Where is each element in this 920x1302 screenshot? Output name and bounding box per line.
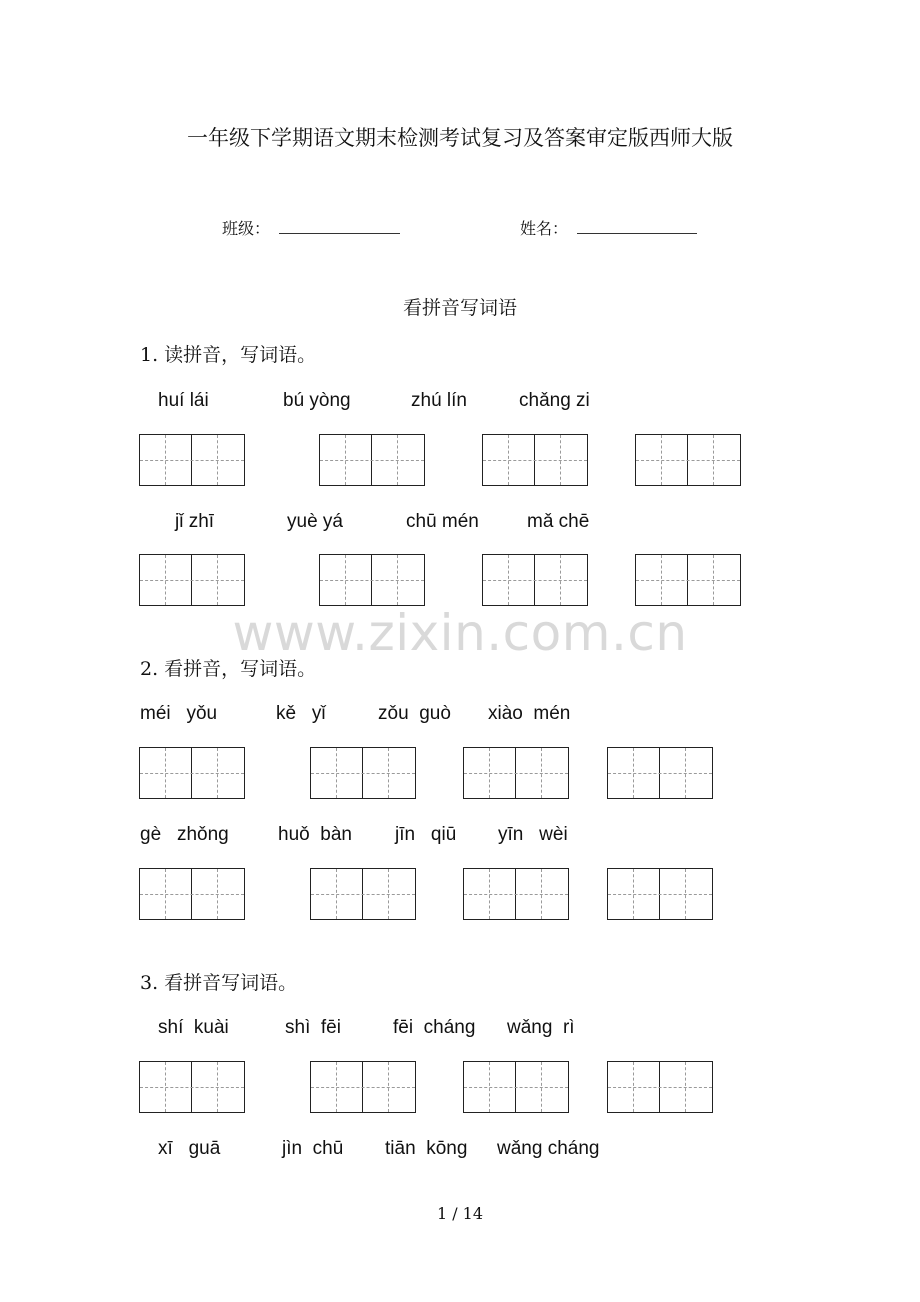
pinyin-word: shì fēi <box>285 1017 341 1038</box>
pinyin-word: huǒ bàn <box>278 824 352 845</box>
pinyin-word: wǎng cháng <box>497 1138 600 1159</box>
pinyin-word: gè zhǒng <box>140 824 229 845</box>
pinyin-word: wǎng rì <box>507 1017 575 1038</box>
writing-grid-box[interactable] <box>482 554 588 606</box>
writing-grid-box[interactable] <box>139 747 245 799</box>
pinyin-word: chū mén <box>406 511 479 532</box>
watermark: www.zixin.com.cn <box>232 604 688 662</box>
question-2-heading: 2. 看拼音，写词语。 <box>140 658 317 680</box>
pinyin-word: méi yǒu <box>140 703 218 724</box>
writing-grid-box[interactable] <box>139 1061 245 1113</box>
pinyin-word: xī guā <box>158 1138 221 1159</box>
pinyin-word: tiān kōng <box>385 1138 468 1159</box>
writing-grid-box[interactable] <box>607 747 713 799</box>
writing-grid-box[interactable] <box>139 868 245 920</box>
writing-grid-box[interactable] <box>635 434 741 486</box>
pinyin-word: shí kuài <box>158 1017 229 1038</box>
writing-grid-box[interactable] <box>607 1061 713 1113</box>
writing-grid-box[interactable] <box>310 747 416 799</box>
pinyin-word: huí lái <box>158 390 209 411</box>
writing-grid-box[interactable] <box>463 1061 569 1113</box>
pinyin-word: zhú lín <box>411 390 467 411</box>
document-title: 一年级下学期语文期末检测考试复习及答案审定版西师大版 <box>187 126 733 150</box>
question-3-heading: 3. 看拼音写词语。 <box>140 972 298 994</box>
class-field-line <box>279 233 400 234</box>
writing-grid-box[interactable] <box>310 1061 416 1113</box>
class-label: 班级： <box>222 219 271 238</box>
name-field-line <box>577 233 697 234</box>
pinyin-word: xiào mén <box>488 703 571 724</box>
pinyin-word: jǐ zhī <box>175 511 215 532</box>
writing-grid-box[interactable] <box>319 554 425 606</box>
writing-grid-box[interactable] <box>319 434 425 486</box>
question-1-heading: 1. 读拼音，写词语。 <box>140 344 317 366</box>
writing-grid-box[interactable] <box>139 554 245 606</box>
pinyin-word: yīn wèi <box>498 824 568 845</box>
pinyin-word: kě yǐ <box>276 703 326 724</box>
pinyin-word: mǎ chē <box>527 511 590 532</box>
pinyin-word: zǒu guò <box>378 703 451 724</box>
pinyin-word: jīn qiū <box>395 824 457 845</box>
page-number: 1 / 14 <box>436 1204 484 1223</box>
section-title: 看拼音写词语 <box>402 297 517 319</box>
writing-grid-box[interactable] <box>463 868 569 920</box>
writing-grid-box[interactable] <box>482 434 588 486</box>
pinyin-word: fēi cháng <box>393 1017 476 1038</box>
writing-grid-box[interactable] <box>463 747 569 799</box>
pinyin-word: chǎng zi <box>519 390 590 411</box>
writing-grid-box[interactable] <box>635 554 741 606</box>
pinyin-word: bú yòng <box>283 390 351 411</box>
pinyin-word: yuè yá <box>287 511 343 532</box>
writing-grid-box[interactable] <box>310 868 416 920</box>
pinyin-word: jìn chū <box>282 1138 344 1159</box>
writing-grid-box[interactable] <box>607 868 713 920</box>
name-label: 姓名： <box>520 219 569 238</box>
writing-grid-box[interactable] <box>139 434 245 486</box>
